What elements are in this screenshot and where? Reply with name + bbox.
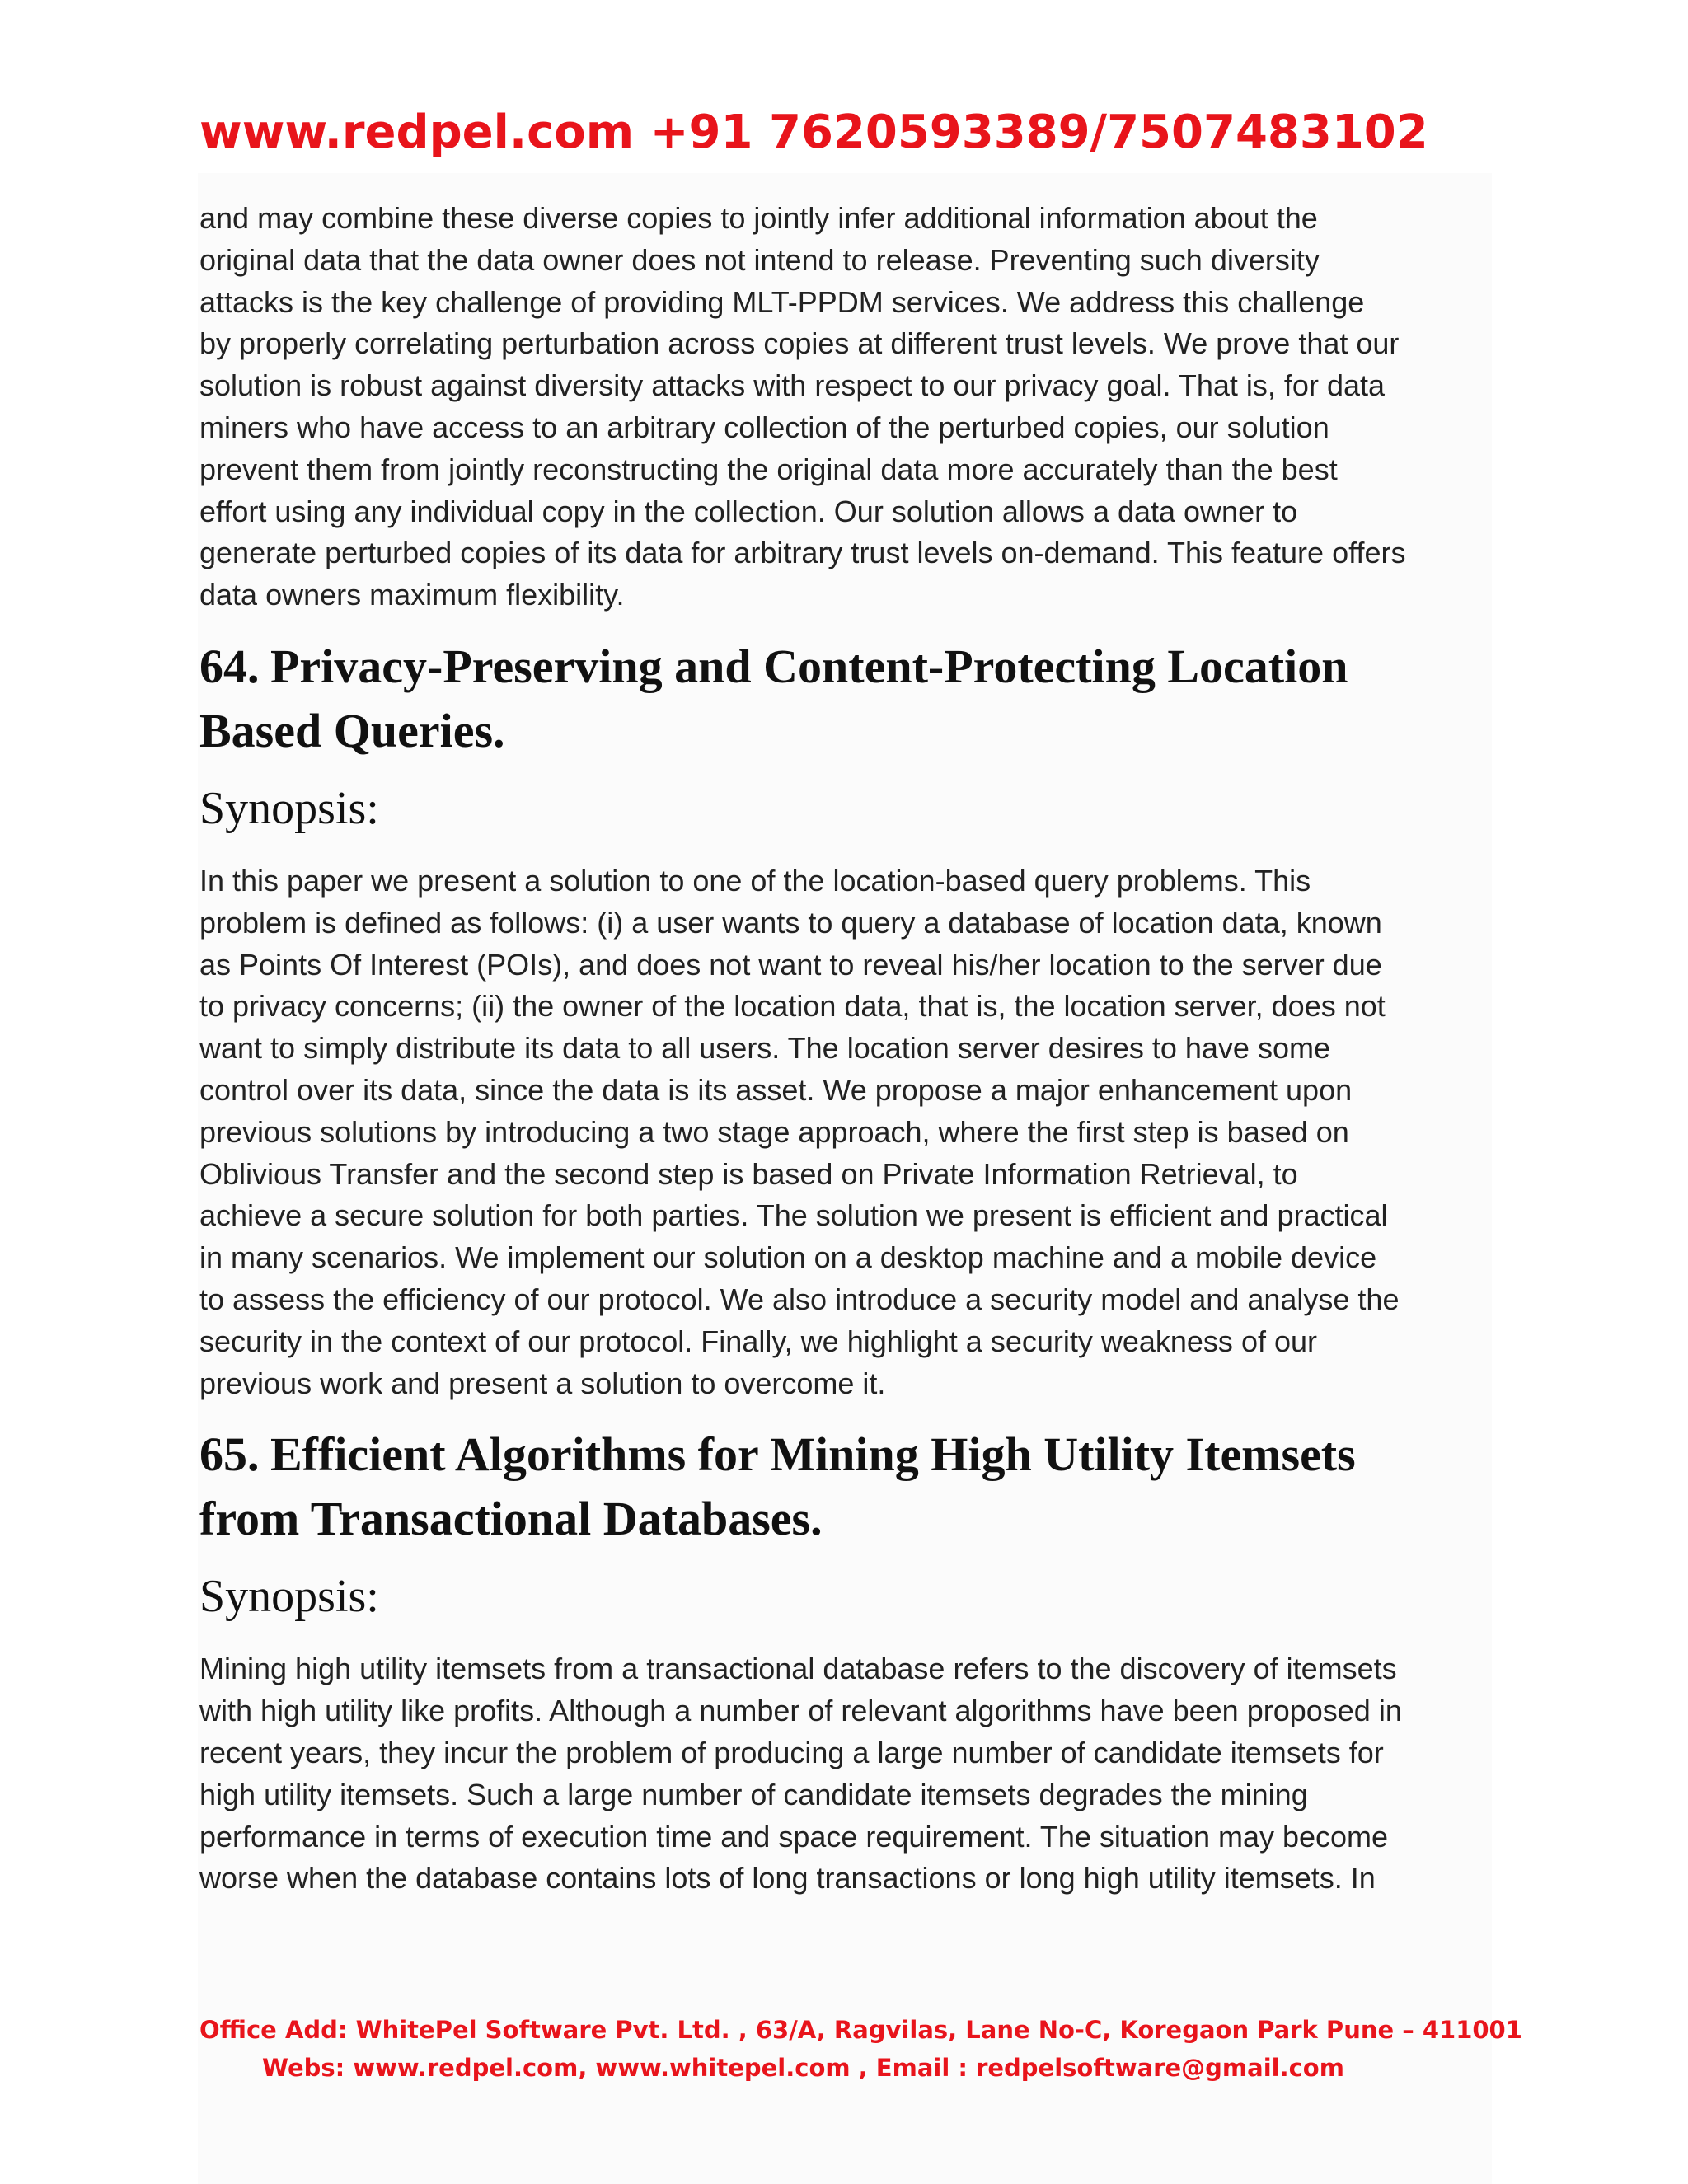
paragraph-line: original data that the data owner does not intend to release. Preventing such diversity xyxy=(199,242,1320,277)
paragraph-line: to privacy concerns; (ii) the owner of the location data, that is, the location server, does not xyxy=(199,989,1386,1024)
paragraph-line: In this paper we present a solution to one of the location-based query problems. This xyxy=(199,863,1311,898)
section-title-line: Based Queries. xyxy=(199,703,505,757)
intro-paragraph xyxy=(199,198,1502,616)
paragraph-line: Mining high utility itemsets from a transactional database refers to the discovery of itemsets xyxy=(199,1652,1397,1686)
page-content xyxy=(199,198,1502,1900)
footer-websites-email: Webs: www.redpel.com, www.whitepel.com , Email : redpelsoftware@gmail.com xyxy=(262,2054,1344,2082)
paragraph-line: with high utility like profits. Although a number of relevant algorithms have been proposed in xyxy=(199,1694,1402,1728)
paragraph-line: generate perturbed copies of its data for arbitrary trust levels on-demand. This feature offers xyxy=(199,536,1406,570)
section-title-line: Privacy-Preserving and Content-Protecting Location xyxy=(270,639,1348,693)
paragraph-line: attacks is the key challenge of providing MLT-PPDM services. We address this challenge xyxy=(199,284,1365,319)
paragraph-line: prevent them from jointly reconstructing the original data more accurately than the best xyxy=(199,452,1338,486)
section-title-line: from Transactional Databases. xyxy=(199,1492,823,1546)
section-64-synopsis-label: Synopsis: xyxy=(199,782,379,834)
paragraph-line: previous solutions by introducing a two stage approach, where the first step is based on xyxy=(199,1114,1349,1149)
paragraph-line: high utility itemsets. Such a large number of candidate itemsets degrades the mining xyxy=(199,1777,1308,1811)
section-65-heading xyxy=(199,1422,1502,1551)
section-65-synopsis-label: Synopsis: xyxy=(199,1571,379,1623)
paragraph-line: by properly correlating perturbation across copies at different trust levels. We prove that our xyxy=(199,326,1400,361)
paragraph-line: problem is defined as follows: (i) a user wants to query a database of location data, known xyxy=(199,905,1382,940)
page-header-contact: www.redpel.com +91 7620593389/7507483102 xyxy=(199,105,1428,159)
section-64-heading xyxy=(199,635,1502,763)
section-number: 65. xyxy=(199,1427,260,1482)
paragraph-line: want to simply distribute its data to all users. The location server desires to have some xyxy=(199,1031,1330,1066)
paragraph-line: performance in terms of execution time and space requirement. The situation may become xyxy=(199,1819,1389,1854)
section-number: 64. xyxy=(199,639,260,693)
paragraph-line: recent years, they incur the problem of producing a large number of candidate itemsets for xyxy=(199,1735,1384,1769)
paragraph-line: in many scenarios. We implement our solution on a desktop machine and a mobile device xyxy=(199,1240,1377,1275)
paragraph-line: and may combine these diverse copies to jointly infer additional information about the xyxy=(199,201,1318,235)
footer-office-address: Office Add: WhitePel Software Pvt. Ltd. , 63/A, Ragvilas, Lane No-C, Koregaon Park Pune – 411001 xyxy=(199,2016,1522,2044)
paragraph-line: worse when the database contains lots of long transactions or long high utility itemsets. In xyxy=(199,1861,1376,1896)
paragraph-line: security in the context of our protocol. Finally, we highlight a security weakness of our xyxy=(199,1324,1317,1358)
section-64-synopsis-body xyxy=(199,860,1502,1404)
section-65-synopsis-body xyxy=(199,1648,1502,1900)
paragraph-line: data owners maximum flexibility. xyxy=(199,578,625,612)
paragraph-line: previous work and present a solution to overcome it. xyxy=(199,1366,886,1400)
paragraph-line: to assess the efficiency of our protocol. We also introduce a security model and analyse the xyxy=(199,1282,1400,1316)
paragraph-line: solution is robust against diversity attacks with respect to our privacy goal. That is, for data xyxy=(199,368,1386,403)
paragraph-line: achieve a secure solution for both parties. The solution we present is efficient and practical xyxy=(199,1198,1388,1233)
paragraph-line: control over its data, since the data is its asset. We propose a major enhancement upon xyxy=(199,1072,1353,1107)
paragraph-line: as Points Of Interest (POIs), and does not want to reveal his/her location to the server due xyxy=(199,947,1382,982)
paragraph-line: Oblivious Transfer and the second step is based on Private Information Retrieval, to xyxy=(199,1156,1298,1191)
paragraph-line: effort using any individual copy in the collection. Our solution allows a data owner to xyxy=(199,494,1298,528)
section-title-line: Efficient Algorithms for Mining High Utility Itemsets xyxy=(270,1427,1356,1482)
paragraph-line: miners who have access to an arbitrary collection of the perturbed copies, our solution xyxy=(199,410,1329,444)
